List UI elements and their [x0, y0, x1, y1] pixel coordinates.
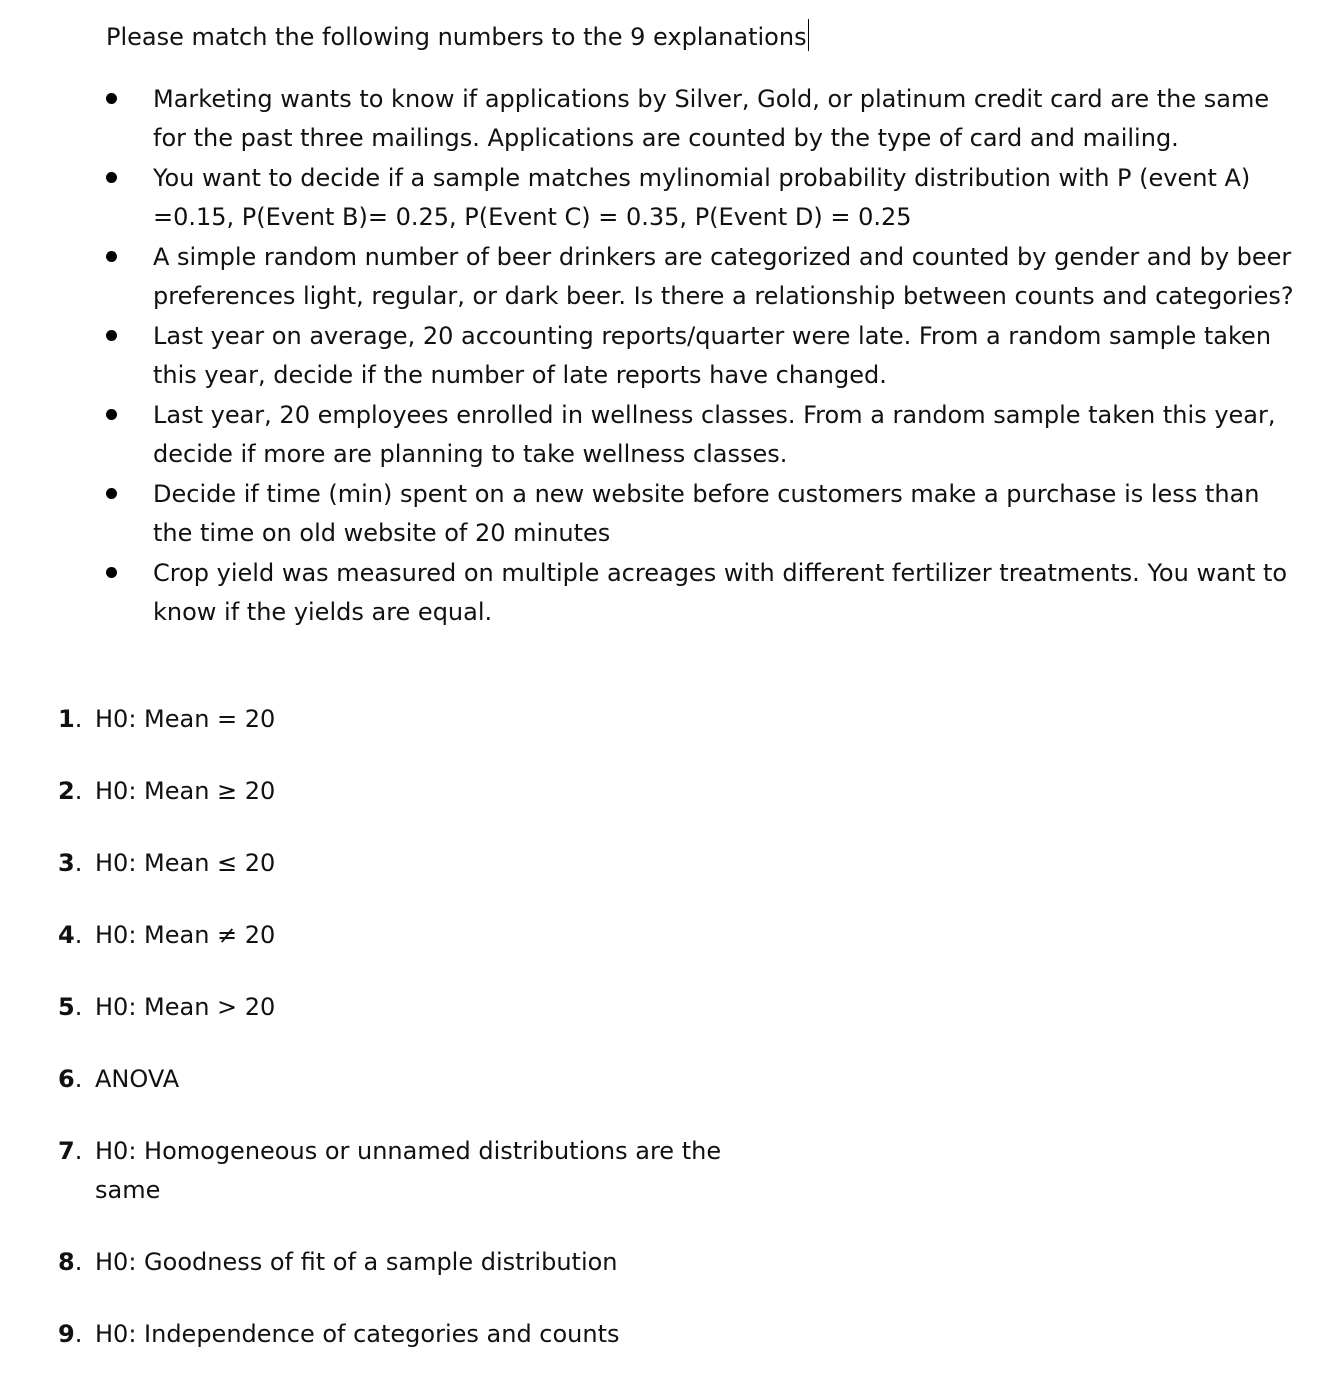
scenario-item[interactable]	[0, 396, 1326, 474]
scenario-list	[0, 80, 1326, 633]
hypothesis-text: H0: Homogeneous or unnamed distributions are the same	[95, 1137, 722, 1204]
scenario-item[interactable]	[0, 317, 1326, 395]
bullet-icon	[106, 172, 117, 183]
text-cursor	[808, 19, 809, 51]
hypothesis-item-9[interactable]	[0, 1315, 775, 1354]
hypothesis-item-7[interactable]	[0, 1132, 775, 1210]
hypothesis-text: H0: Mean = 20	[95, 705, 276, 733]
bullet-icon	[106, 488, 117, 499]
hypothesis-list	[0, 700, 1326, 1387]
intro-text: Please match the following numbers to the 9 explanations	[106, 23, 807, 51]
item-number: 7.	[58, 1137, 83, 1165]
scenario-text: Crop yield was measured on multiple acreages with different fertilizer treatments. You want to know if the yields are equal.	[153, 559, 1288, 626]
bullet-icon	[106, 567, 117, 578]
item-number: 8.	[58, 1248, 83, 1276]
hypothesis-item-5[interactable]	[0, 988, 775, 1027]
hypothesis-text: H0: Goodness of fit of a sample distribution	[95, 1248, 618, 1276]
scenario-item[interactable]	[0, 238, 1326, 316]
hypothesis-item-4[interactable]	[0, 916, 775, 955]
intro-paragraph[interactable]	[106, 18, 809, 56]
item-number: 5.	[58, 993, 83, 1021]
bullet-icon	[106, 409, 117, 420]
scenario-text: A simple random number of beer drinkers are categorized and counted by gender and by beer preferences light, regular, or dark beer. Is there a relationship between counts and categories?	[153, 243, 1294, 310]
item-number: 6.	[58, 1065, 83, 1093]
scenario-text: Last year, 20 employees enrolled in wellness classes. From a random sample taken this year, decide if more are planning to take wellness classes.	[153, 401, 1276, 468]
scenario-item[interactable]	[0, 159, 1326, 237]
scenario-text: Decide if time (min) spent on a new website before customers make a purchase is less than the time on old website of 20 minutes	[153, 480, 1260, 547]
item-number: 4.	[58, 921, 83, 949]
scenario-item[interactable]	[0, 80, 1326, 158]
hypothesis-text: H0: Mean ≥ 20	[95, 777, 276, 805]
bullet-icon	[106, 251, 117, 262]
hypothesis-text: H0: Mean ≠ 20	[95, 921, 276, 949]
item-number: 3.	[58, 849, 83, 877]
scenario-text: You want to decide if a sample matches mylinomial probability distribution with P (event A) =0.15, P(Event B)= 0.25, P(Event C) = 0.35, P(Event D) = 0.25	[153, 164, 1251, 231]
hypothesis-item-6[interactable]	[0, 1060, 775, 1099]
scenario-item[interactable]	[0, 554, 1326, 632]
hypothesis-item-3[interactable]	[0, 844, 775, 883]
hypothesis-text: H0: Independence of categories and counts	[95, 1320, 620, 1348]
hypothesis-item-2[interactable]	[0, 772, 775, 811]
scenario-text: Marketing wants to know if applications by Silver, Gold, or platinum credit card are the same for the past three mailings. Applications are counted by the type of card and mailing.	[153, 85, 1270, 152]
hypothesis-text: ANOVA	[95, 1065, 180, 1093]
item-number: 1.	[58, 705, 83, 733]
scenario-text: Last year on average, 20 accounting reports/quarter were late. From a random sample taken this year, decide if the number of late reports have changed.	[153, 322, 1272, 389]
scenario-item[interactable]	[0, 475, 1326, 553]
bullet-icon	[106, 93, 117, 104]
hypothesis-item-8[interactable]	[0, 1243, 775, 1282]
item-number: 9.	[58, 1320, 83, 1348]
item-number: 2.	[58, 777, 83, 805]
hypothesis-text: H0: Mean ≤ 20	[95, 849, 276, 877]
hypothesis-item-1[interactable]	[0, 700, 775, 739]
bullet-icon	[106, 330, 117, 341]
hypothesis-text: H0: Mean > 20	[95, 993, 276, 1021]
